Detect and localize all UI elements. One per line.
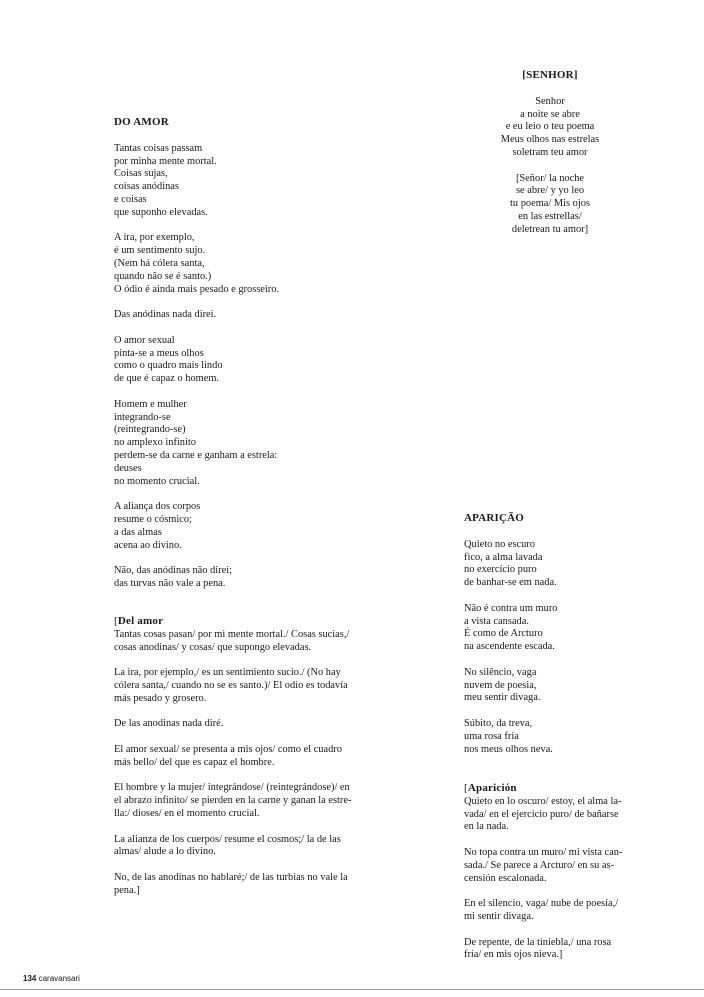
paragraph [464,937,639,963]
verse-line: a das almas [114,526,162,538]
verse-line: A ira, por exemplo, [114,232,195,244]
verse-line: integrando-se [114,411,171,423]
prose-line: De repente, de la tiniebla,/ una rosa [464,936,612,948]
prose-line: el abrazo infinito/ se pierden en la carne y ganan la estre- [114,795,352,807]
paragraph [114,834,377,860]
paragraph [464,796,639,834]
prose-line: lla:/ dioses/ en el momento crucial. [114,807,260,819]
stanza [464,603,644,654]
aparicion-title [464,782,639,795]
do-amor-title: DO AMOR [114,116,169,128]
verse-line: Senhor [535,95,565,107]
verse-line: O ódio é ainda mais pesado e grosseiro. [114,283,280,295]
stanza [114,143,394,220]
prose-line: La ira, por ejemplo,/ es un sentimiento sucio./ (No hay [114,667,341,679]
verse-line: a noite se abre [520,108,580,120]
senhor-title: [SENHOR] [522,69,578,81]
verse-line: que suponho elevadas. [114,206,208,218]
paragraph [114,744,377,770]
paragraph [464,898,639,924]
verse-line: Súbito, da treva, [464,717,533,729]
verse-line: no momento crucial. [114,475,200,487]
verse-line: Tantas coisas passam [114,142,203,154]
verse-line: Coisas sujas, [114,168,168,180]
del-amor-translation [114,615,377,898]
verse-line: perdem-se da carne e ganham a estrela: [114,449,278,461]
verse-line: Não, das anódinas não direi; [114,565,233,577]
stanza [114,232,394,296]
verse-line: (Nem há cólera santa, [114,257,205,269]
senhor-poem [480,69,620,237]
prose-line: El hombre y la mujer/ integrándose/ (reintegrándose)/ en [114,782,350,794]
aparicao-title: APARIÇÃO [464,512,525,524]
prose-line: pena.] [114,884,140,896]
prose-line: cosas anodinas/ y cosas/ que supongo elevadas. [114,641,312,653]
verse-line: nuvem de poesia, [464,679,537,691]
verse-line: por minha mente mortal. [114,155,217,167]
stanza [114,335,394,386]
verse-line: deuses [114,462,142,474]
prose-line: La alianza de los cuerpos/ resume el cosmos;/ la de las [114,833,341,845]
prose-line: en la nada. [464,821,509,833]
verse-line: A aliança dos corpos [114,501,201,513]
verse-line: É como de Arcturo [464,628,543,640]
del-amor-title [114,615,377,628]
page-number: 134 [23,974,37,983]
senhor-portuguese [480,96,620,160]
verse-line: de banhar-se em nada. [464,577,557,589]
verse-line: e coisas [114,193,147,205]
paragraph [114,629,377,655]
paragraph [114,718,377,731]
verse-line: no exercício puro [464,564,537,576]
aparicao-poem [464,512,644,756]
prose-line: Tantas cosas pasan/ por mi mente mortal./ Cosas sucias,/ [114,628,350,640]
prose-line: más bello/ del que es capaz el hombre. [114,756,275,768]
prose-line: censión escalonada. [464,872,547,884]
stanza [114,565,394,591]
aparicion-translation [464,782,639,962]
verse-line: nos meus olhos neva. [464,743,553,755]
prose-line: El amor sexual/ se presenta a mis ojos/ como el cuadro [114,743,342,755]
prose-line: mi sentir divaga. [464,910,534,922]
verse-line: resume o cósmico; [114,513,192,525]
prose-line: almas/ alude a lo divino. [114,846,216,858]
stanza [464,718,644,756]
paragraph [114,872,377,898]
prose-line: fría/ en mis ojos nieva.] [464,949,563,961]
verse-line: no amplexo infinito [114,437,196,449]
verse-line: O amor sexual [114,334,175,346]
verse-line: tu poema/ Mis ojos [510,198,590,210]
paragraph [464,847,639,885]
page-footer [23,974,80,983]
opening-bracket: [ [464,782,468,794]
verse-line: meu sentir divaga. [464,692,541,704]
del-amor-title-text: Del amor [117,615,164,627]
verse-line: Não é contra um muro [464,602,558,614]
prose-line: De las anodinas nada diré. [114,718,224,730]
verse-line: como o quadro mais lindo [114,360,223,372]
verse-line: de que é capaz o homem. [114,373,220,385]
verse-line: [Señor/ la noche [515,172,585,184]
paragraph [114,782,377,820]
stanza [114,399,394,489]
opening-bracket: [ [114,615,118,627]
verse-line: das turvas não vale a pena. [114,577,226,589]
magazine-name: caravansari [38,974,80,983]
verse-line: uma rosa fria [464,730,519,742]
prose-line: cólera santa,/ cuando no se es santo.)/ El odio es todavía [114,679,348,691]
senhor-spanish [480,173,620,237]
do-amor-poem [114,116,394,591]
verse-line: Meus olhos nas estrelas [500,134,600,146]
prose-line: No topa contra un muro/ mi vista can- [464,846,623,858]
stanza [464,667,644,705]
verse-line: pinta-se a meus olhos [114,347,204,359]
verse-line: se abre/ y yo leo [515,185,585,197]
verse-line: Homem e mulher [114,398,187,410]
verse-line: acena ao divino. [114,539,182,551]
verse-line: en las estrellas/ [518,210,582,222]
stanza [114,309,394,322]
stanza [114,501,394,552]
verse-line: Das anódinas nada direi. [114,309,217,321]
verse-line: é um sentimento sujo. [114,245,206,257]
verse-line: fico, a alma lavada [464,551,543,563]
stanza [464,539,644,590]
verse-line: deletrean tu amor] [511,223,589,235]
verse-line: No silêncio, vaga [464,666,537,678]
verse-line: (reintegrando-se) [114,424,186,436]
verse-line: a vista cansada. [464,615,529,627]
prose-line: más pesado y grosero. [114,692,207,704]
prose-line: vada/ en el ejercicio puro/ de bañarse [464,808,619,820]
verse-line: coisas anódinas [114,181,179,193]
verse-line: Quieto no escuro [464,538,535,550]
prose-line: sada./ Se parece a Arcturo/ en su as- [464,859,615,871]
footer-rule [0,989,704,990]
paragraph [114,667,377,705]
aparicion-title-text: Aparición [467,782,517,794]
verse-line: na ascendente escada. [464,641,555,653]
verse-line: soletram teu amor [512,146,588,158]
prose-line: En el silencio, vaga/ nube de poesía,/ [464,898,619,910]
prose-line: No, de las anodinas no hablaré;/ de las turbias no vale la [114,871,348,883]
prose-line: Quieto en lo oscuro/ estoy, el alma la- [464,795,622,807]
verse-line: e eu leio o teu poema [505,121,595,133]
verse-line: quando não se é santo.) [114,270,212,282]
